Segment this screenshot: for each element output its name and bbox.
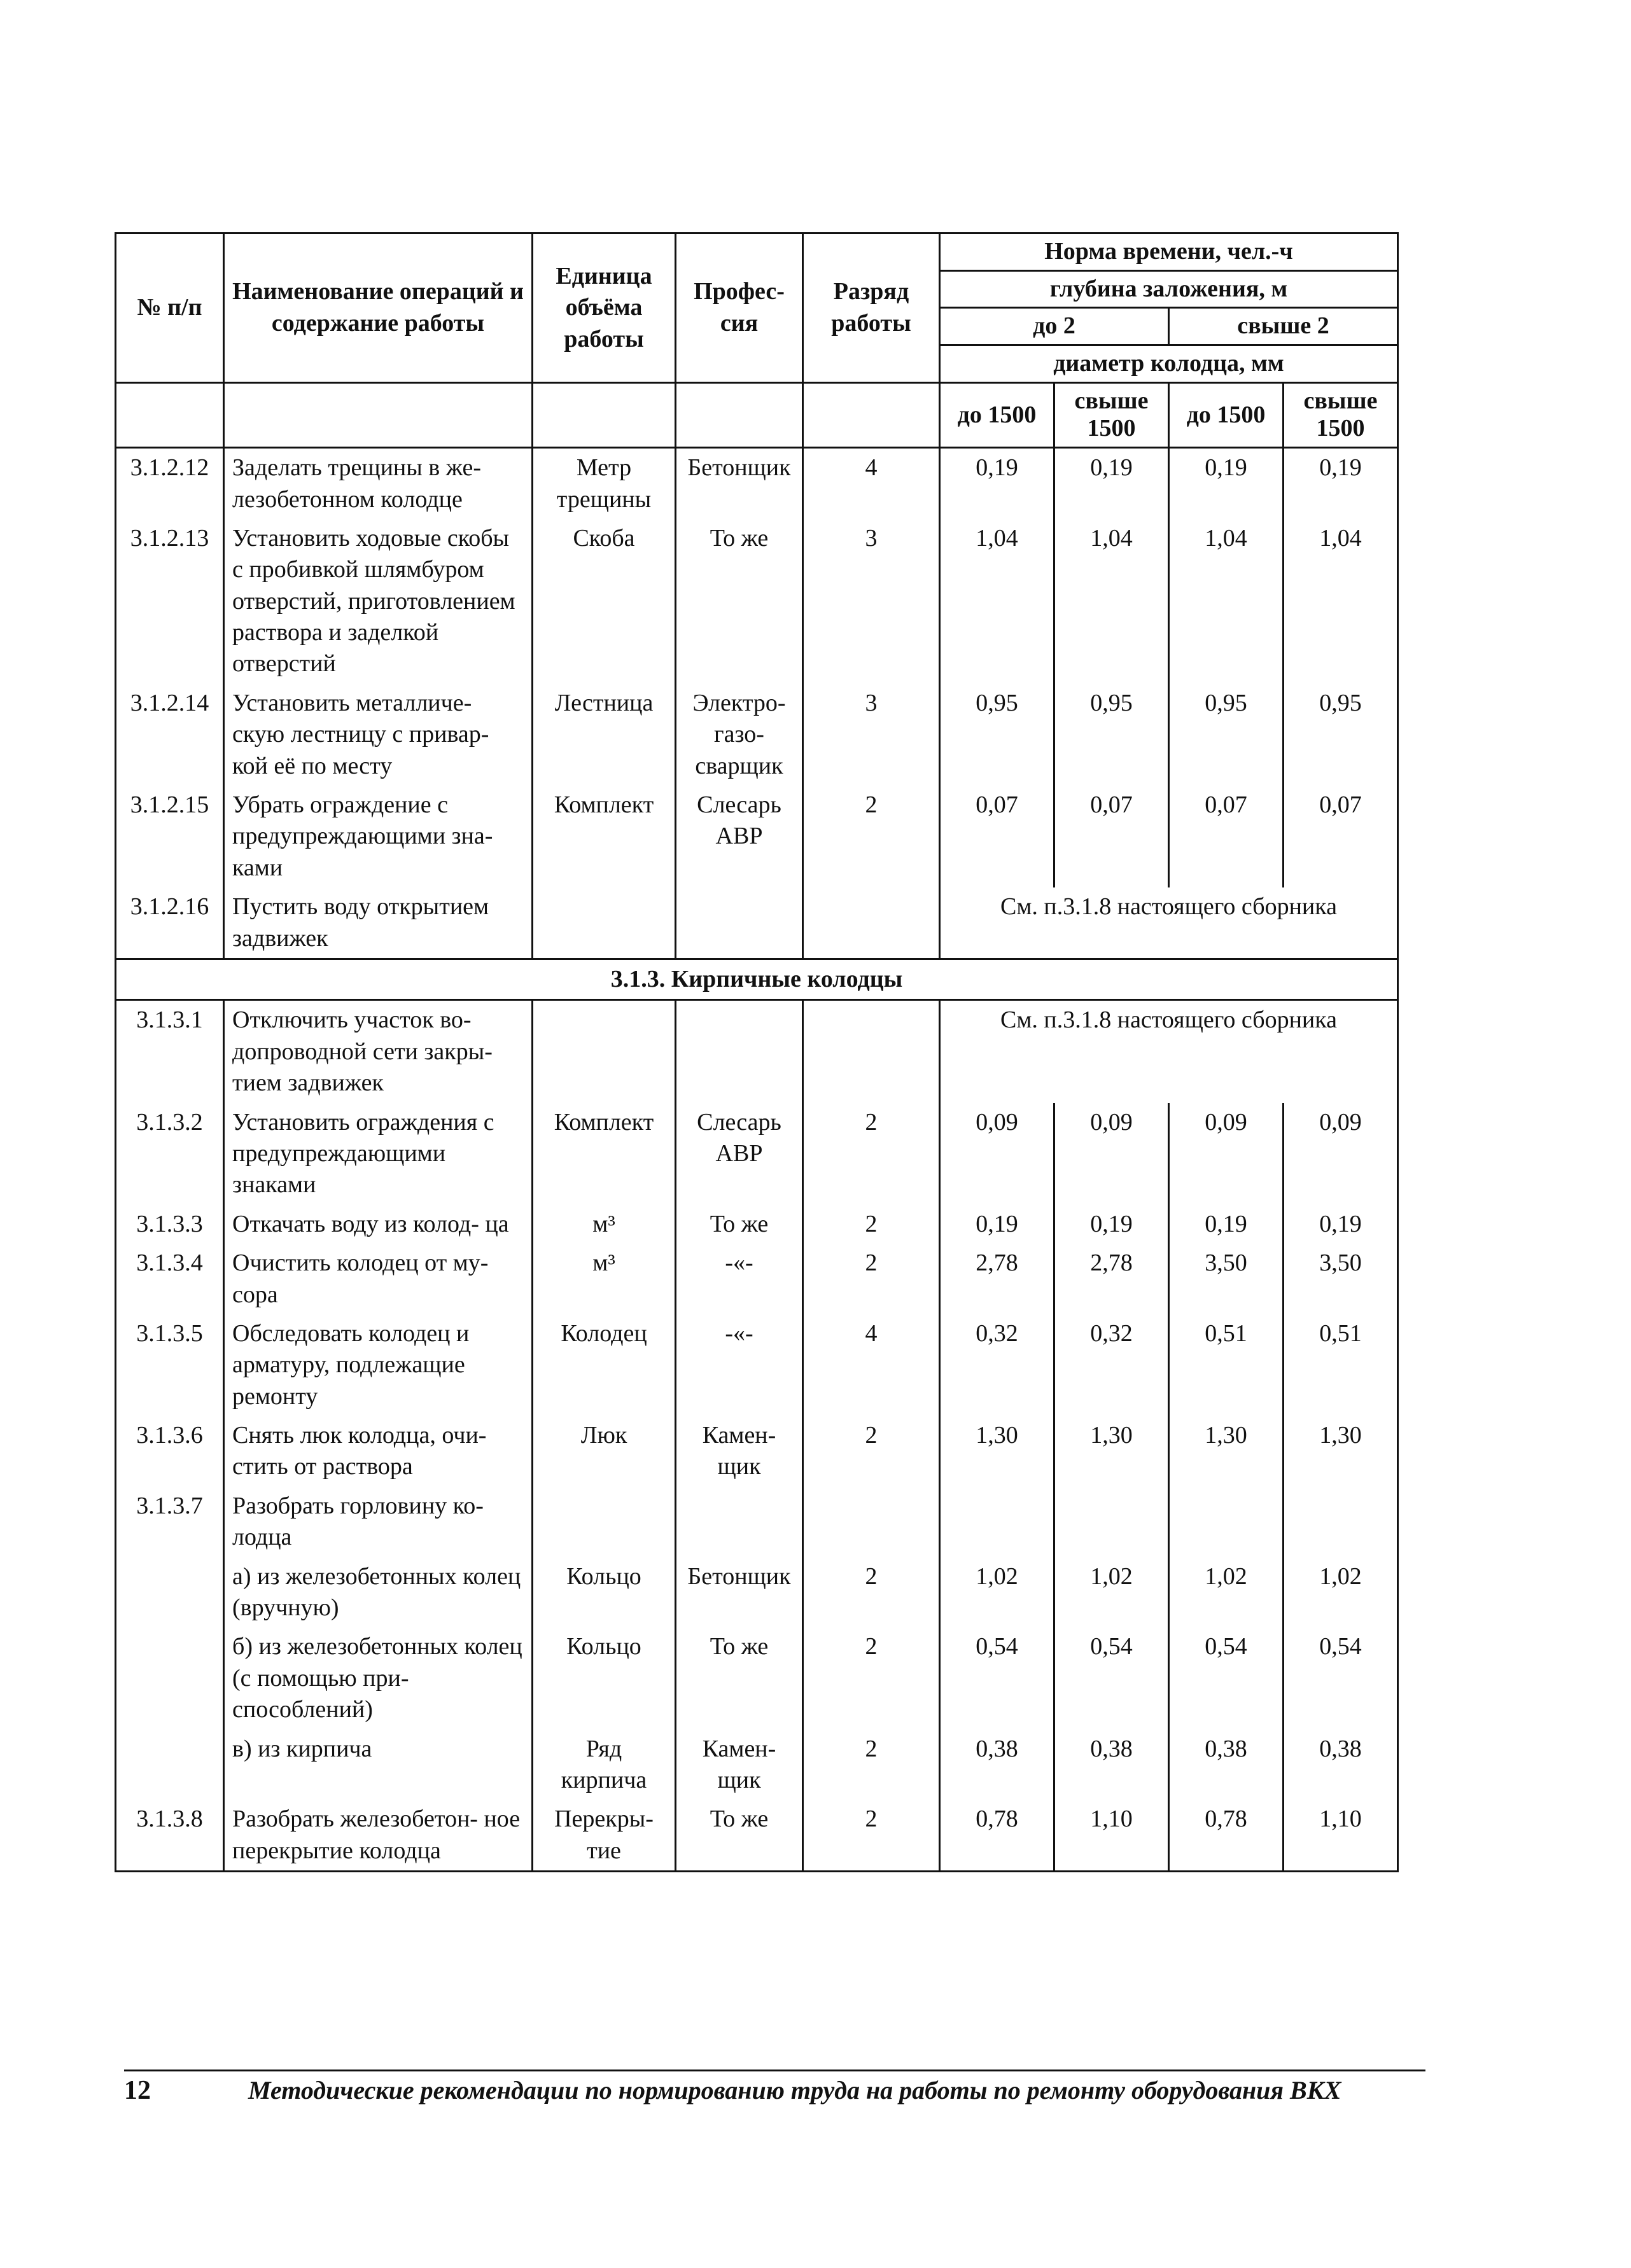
- row-name: Снять люк колодца, очи- стить от раствора: [224, 1416, 533, 1487]
- row-norm-4: 3,50: [1284, 1244, 1398, 1314]
- section-title: 3.1.3. Кирпичные колодцы: [116, 959, 1398, 999]
- row-name: Убрать ограждение с предупреждающими зна- ками: [224, 786, 533, 887]
- row-norm-4: [1284, 1487, 1398, 1557]
- row-grade: 2: [803, 1103, 940, 1205]
- row-name: Установить металличе- скую лестницу с привар- кой её по месту: [224, 684, 533, 786]
- table-row: [116, 684, 1398, 786]
- row-num: 3.1.3.3: [116, 1205, 224, 1244]
- row-grade: 2: [803, 1627, 940, 1729]
- header-d1: до 1500: [940, 382, 1054, 447]
- row-grade: 3: [803, 519, 940, 684]
- row-norm-3: 0,38: [1169, 1730, 1284, 1800]
- table-row: [116, 1416, 1398, 1487]
- row-norm-3: 1,04: [1169, 519, 1284, 684]
- row-name: Установить ограждения с предупреждающими знаками: [224, 1103, 533, 1205]
- row-unit: Кольцо: [533, 1557, 676, 1628]
- row-name: а) из железобетонных колец (вручную): [224, 1557, 533, 1628]
- row-norm-1: 0,38: [940, 1730, 1054, 1800]
- row-profession: Бетонщик: [676, 1557, 803, 1628]
- page-number: 12: [124, 2076, 151, 2105]
- row-norm-4: 1,30: [1284, 1416, 1398, 1487]
- row-norm-3: 1,30: [1169, 1416, 1284, 1487]
- row-norm-4: 0,95: [1284, 684, 1398, 786]
- row-unit: Лестница: [533, 684, 676, 786]
- row-unit: Перекры- тие: [533, 1800, 676, 1871]
- row-norm-1: 0,78: [940, 1800, 1054, 1871]
- table-row: [116, 1627, 1398, 1729]
- row-see-reference: См. п.3.1.8 настоящего сборника: [940, 887, 1398, 959]
- row-name: Разобрать горловину ко- лодца: [224, 1487, 533, 1557]
- table-row: [116, 519, 1398, 684]
- row-profession: Бетонщик: [676, 448, 803, 519]
- row-norm-2: 1,10: [1054, 1800, 1169, 1871]
- row-norm-2: 0,07: [1054, 786, 1169, 887]
- header-d3: до 1500: [1169, 382, 1284, 447]
- row-grade: 3: [803, 684, 940, 786]
- row-norm-4: 0,07: [1284, 786, 1398, 887]
- row-grade: 2: [803, 1205, 940, 1244]
- table-row: [116, 1730, 1398, 1800]
- row-norm-2: 0,54: [1054, 1627, 1169, 1729]
- row-grade: 4: [803, 448, 940, 519]
- row-name: в) из кирпича: [224, 1730, 533, 1800]
- row-norm-4: 0,19: [1284, 1205, 1398, 1244]
- row-grade: [803, 1000, 940, 1103]
- row-norm-3: 0,19: [1169, 1205, 1284, 1244]
- row-norm-1: 1,30: [940, 1416, 1054, 1487]
- row-norm-1: 1,02: [940, 1557, 1054, 1628]
- row-norm-2: 1,30: [1054, 1416, 1169, 1487]
- row-grade: 2: [803, 1416, 940, 1487]
- row-num: [116, 1557, 224, 1628]
- row-norm-3: 0,78: [1169, 1800, 1284, 1871]
- row-name: б) из железобетонных колец (с помощью при- способлений): [224, 1627, 533, 1729]
- row-norm-2: 0,95: [1054, 684, 1169, 786]
- row-norm-4: 1,10: [1284, 1800, 1398, 1871]
- table-header: [116, 233, 1398, 448]
- row-profession: Камен- щик: [676, 1416, 803, 1487]
- table-row: [116, 1487, 1398, 1557]
- row-norm-3: 0,07: [1169, 786, 1284, 887]
- row-num: 3.1.3.5: [116, 1314, 224, 1416]
- table-row: [116, 887, 1398, 959]
- row-profession: То же: [676, 519, 803, 684]
- header-depth: глубина заложения, м: [940, 270, 1398, 308]
- row-num: 3.1.2.16: [116, 887, 224, 959]
- header-d2: свыше 1500: [1054, 382, 1169, 447]
- row-unit: [533, 887, 676, 959]
- footer-divider: [124, 2070, 1425, 2071]
- header-norm: Норма времени, чел.-ч: [940, 233, 1398, 271]
- row-name: Отключить участок во- допроводной сети закры- тием задвижек: [224, 1000, 533, 1103]
- row-profession: То же: [676, 1205, 803, 1244]
- row-norm-1: 0,95: [940, 684, 1054, 786]
- row-name: Заделать трещины в же- лезобетонном колодце: [224, 448, 533, 519]
- row-norm-2: 1,02: [1054, 1557, 1169, 1628]
- row-grade: [803, 1487, 940, 1557]
- row-num: 3.1.3.7: [116, 1487, 224, 1557]
- row-unit: Колодец: [533, 1314, 676, 1416]
- row-num: [116, 1627, 224, 1729]
- row-profession: Камен- щик: [676, 1730, 803, 1800]
- table-body: [116, 448, 1398, 1872]
- table-row: [116, 1800, 1398, 1871]
- row-norm-1: 0,09: [940, 1103, 1054, 1205]
- row-profession: -«-: [676, 1314, 803, 1416]
- row-norm-1: 0,32: [940, 1314, 1054, 1416]
- table-row: [116, 1314, 1398, 1416]
- row-unit: [533, 1487, 676, 1557]
- row-num: 3.1.2.15: [116, 786, 224, 887]
- row-grade: 2: [803, 1557, 940, 1628]
- row-norm-1: 0,54: [940, 1627, 1054, 1729]
- row-profession: Слесарь АВР: [676, 1103, 803, 1205]
- table-row: [116, 1000, 1398, 1103]
- row-profession: То же: [676, 1627, 803, 1729]
- header-diameter: диаметр колодца, мм: [940, 345, 1398, 383]
- row-grade: 2: [803, 1730, 940, 1800]
- row-name: Обследовать колодец и арматуру, подлежащие ремонту: [224, 1314, 533, 1416]
- row-name: Откачать воду из колод- ца: [224, 1205, 533, 1244]
- row-unit: Комплект: [533, 1103, 676, 1205]
- row-unit: [533, 1000, 676, 1103]
- row-unit: Метр трещины: [533, 448, 676, 519]
- row-profession: -«-: [676, 1244, 803, 1314]
- row-norm-2: 1,04: [1054, 519, 1169, 684]
- row-num: 3.1.3.1: [116, 1000, 224, 1103]
- row-norm-3: [1169, 1487, 1284, 1557]
- row-num: 3.1.2.14: [116, 684, 224, 786]
- row-profession: То же: [676, 1800, 803, 1871]
- row-norm-3: 1,02: [1169, 1557, 1284, 1628]
- row-profession: Электро- газо- сварщик: [676, 684, 803, 786]
- row-norm-1: 0,19: [940, 1205, 1054, 1244]
- row-norm-4: 1,04: [1284, 519, 1398, 684]
- row-unit: Люк: [533, 1416, 676, 1487]
- row-norm-4: 0,51: [1284, 1314, 1398, 1416]
- row-profession: [676, 1000, 803, 1103]
- header-depth-over2: свыше 2: [1169, 308, 1398, 345]
- table-row: [116, 1557, 1398, 1628]
- row-norm-2: 0,38: [1054, 1730, 1169, 1800]
- row-see-reference: См. п.3.1.8 настоящего сборника: [940, 1000, 1398, 1103]
- row-grade: [803, 887, 940, 959]
- row-grade: 2: [803, 786, 940, 887]
- header-grade: Разряд работы: [803, 233, 940, 383]
- row-norm-1: 0,19: [940, 448, 1054, 519]
- row-norm-2: 0,19: [1054, 1205, 1169, 1244]
- row-norm-3: 0,54: [1169, 1627, 1284, 1729]
- row-norm-1: 2,78: [940, 1244, 1054, 1314]
- row-unit: Комплект: [533, 786, 676, 887]
- row-norm-3: 3,50: [1169, 1244, 1284, 1314]
- row-unit: Ряд кирпича: [533, 1730, 676, 1800]
- table-row: [116, 448, 1398, 519]
- row-profession: [676, 1487, 803, 1557]
- row-norm-1: [940, 1487, 1054, 1557]
- row-norm-3: 0,19: [1169, 448, 1284, 519]
- row-norm-4: 0,38: [1284, 1730, 1398, 1800]
- row-norm-2: 0,09: [1054, 1103, 1169, 1205]
- norms-table: [115, 232, 1399, 1872]
- row-num: 3.1.3.4: [116, 1244, 224, 1314]
- header-profession: Профес- сия: [676, 233, 803, 383]
- row-norm-4: 1,02: [1284, 1557, 1398, 1628]
- row-norm-1: 0,07: [940, 786, 1054, 887]
- row-norm-4: 0,54: [1284, 1627, 1398, 1729]
- header-depth-to2: до 2: [940, 308, 1169, 345]
- row-unit: Кольцо: [533, 1627, 676, 1729]
- header-d4: свыше 1500: [1284, 382, 1398, 447]
- row-num: 3.1.3.8: [116, 1800, 224, 1871]
- row-norm-4: 0,09: [1284, 1103, 1398, 1205]
- row-norm-1: 1,04: [940, 519, 1054, 684]
- row-name: Установить ходовые скобы с пробивкой шлямбуром отверстий, приготовлением раствора и заделкой отверстий: [224, 519, 533, 684]
- header-num: № п/п: [116, 233, 224, 383]
- row-name: Очистить колодец от му- сора: [224, 1244, 533, 1314]
- row-num: [116, 1730, 224, 1800]
- row-profession: [676, 887, 803, 959]
- row-norm-3: 0,95: [1169, 684, 1284, 786]
- row-num: 3.1.3.6: [116, 1416, 224, 1487]
- header-name: Наименование операций и содержание работы: [224, 233, 533, 383]
- table-row: [116, 786, 1398, 887]
- table-row: [116, 1205, 1398, 1244]
- row-norm-2: 2,78: [1054, 1244, 1169, 1314]
- row-norm-2: 0,19: [1054, 448, 1169, 519]
- row-norm-3: 0,51: [1169, 1314, 1284, 1416]
- footer-text: Методические рекомендации по нормированию труда на работы по ремонту оборудования ВКХ: [248, 2076, 1341, 2105]
- row-unit: м³: [533, 1244, 676, 1314]
- row-name: Разобрать железобетон- ное перекрытие колодца: [224, 1800, 533, 1871]
- row-unit: Скоба: [533, 519, 676, 684]
- row-grade: 2: [803, 1244, 940, 1314]
- row-name: Пустить воду открытием задвижек: [224, 887, 533, 959]
- row-num: 3.1.2.12: [116, 448, 224, 519]
- row-num: 3.1.3.2: [116, 1103, 224, 1205]
- row-norm-2: 0,32: [1054, 1314, 1169, 1416]
- row-num: 3.1.2.13: [116, 519, 224, 684]
- row-unit: м³: [533, 1205, 676, 1244]
- row-norm-3: 0,09: [1169, 1103, 1284, 1205]
- row-grade: 2: [803, 1800, 940, 1871]
- table-row: [116, 1244, 1398, 1314]
- row-profession: Слесарь АВР: [676, 786, 803, 887]
- table-row: [116, 1103, 1398, 1205]
- row-norm-4: 0,19: [1284, 448, 1398, 519]
- row-grade: 4: [803, 1314, 940, 1416]
- header-unit: Единица объёма работы: [533, 233, 676, 383]
- row-norm-2: [1054, 1487, 1169, 1557]
